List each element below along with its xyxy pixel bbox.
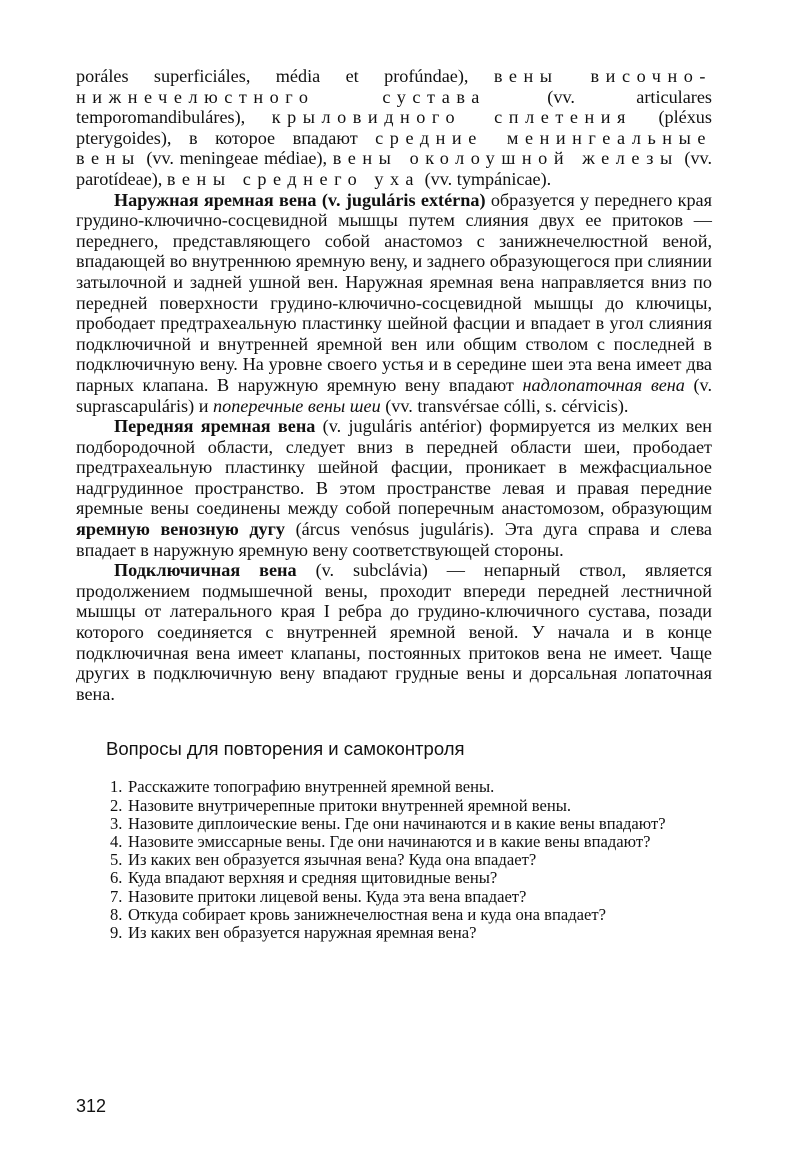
question-item [110,888,712,906]
text-run: (pléxus pterygoides), в которое впадают [76,107,712,148]
section-title: Вопросы для повторения и самоконтроля [106,738,465,760]
question-item [110,815,712,833]
spaced-term: средние менингеальные вены [76,127,712,169]
question-item [110,851,712,869]
question-item [110,778,712,796]
spaced-term: вены височно-нижнечелюстного сустава [76,66,712,107]
text-run: (v. suprascapuláris) и [76,374,713,416]
question-text: Куда впадают верхняя и средняя щитовидные вены? [128,868,498,888]
bold-term: Подключичная вена [114,560,297,581]
paragraph-veins-continuation [76,66,712,190]
bold-term: Передняя яремная вена [114,416,316,437]
question-text: Расскажите топографию внутренней яремной вены. [128,777,495,797]
italic-term: надлопаточная вена [522,374,685,395]
question-text: Назовите диплоические вены. Где они начинаются и в какие вены впадают? [128,813,666,833]
text-run: (vv. tympánicae). [420,168,552,189]
question-text: Из каких вен образуется язычная вена? Куда она впадает? [128,850,537,870]
text-run: (v. subclávia) — непарный ствол, является продолжением подмышечной вены, проходит впереди передней лестничной мышцы от латерального края I ребра до грудино-ключичного сустава, позади которого соединяется с внутренней яремной веной. У начала и в конце подключичная вена имеет клапаны, постоянных притоков вена не имеет. Чаще других в подключичную вену впадают грудные вены и дорсальная лопаточная вена. [76,560,712,704]
questions-list [76,778,712,942]
bold-term: яремную венозную дугу [76,519,285,540]
question-number: 9. [110,923,123,943]
question-text: Из каких вен образуется наружная яремная вена? [128,923,477,943]
question-number: 5. [110,850,123,870]
question-item [110,924,712,942]
question-item [110,906,712,924]
italic-term: поперечные вены шеи [213,395,381,416]
question-number: 3. [110,813,123,833]
paragraph-subclavian-vein [76,560,712,704]
text-run: (árcus venósus juguláris). Эта дуга справа и слева впадает в наружную яремную вену соответствующей стороны. [76,519,713,560]
paragraph-external-jugular-vein [76,190,712,417]
question-number: 1. [110,777,123,797]
paragraph-anterior-jugular-vein [76,416,712,560]
question-item [110,797,712,815]
spaced-term: вены среднего уха [166,168,421,189]
question-text: Откуда собирает кровь занижнечелюстная вена и куда она впадает? [128,904,607,924]
question-number: 6. [110,868,123,888]
question-number: 2. [110,795,123,815]
question-number: 4. [110,832,123,852]
question-text: Назовите эмиссарные вены. Где они начинаются и в какие вены впадают? [128,832,651,852]
question-text: Назовите внутричерепные притоки внутренней яремной вены. [128,795,572,815]
page-number: 312 [76,1096,107,1116]
question-number: 8. [110,904,123,924]
spaced-term: вены околоушной железы [332,148,679,169]
page-body [76,66,712,942]
spaced-term: крыловидного сплетения [271,107,632,128]
bold-term: Наружная яремная вена (v. juguláris extérna) [114,189,486,210]
text-run: (vv. parotídeae), [76,148,712,189]
question-number: 7. [110,886,123,906]
text-run: poráles superficiáles, média et profúndae), [76,66,494,86]
text-run: (vv. articulares temporomandibuláres), [76,86,712,128]
text-run: (vv. transvérsae cólli, s. cérvicis). [380,395,629,416]
text-run: (v. juguláris antérior) формируется из мелких вен подбородочной области, следует вниз в передней области шеи, прободает предтрахеальную пластинку шейной фасции, проникает в межфасциальное надгрудинное пространство. В этом пространстве левая и правая передние яремные вены соединены между собой поперечным анастомозом, образующим [76,416,712,519]
text-run: образуется у переднего края грудино-ключично-сосцевидной мышцы путем слияния двух ее притоков — переднего, представляющего собой анастомоз с занижнечелюстной веной, впадающей во внутреннюю яремную вену, и заднего образующегося при слиянии затылочной и задней ушной вен. Наружная яремная вена направляется вниз по передней поверхности грудино-ключично-сосцевидной мышцы до ключицы, прободает предтрахеальную пластинку шейной фасции и впадает в угол слияния подключичной и внутренней яремной вен или общим стволом с последней в подключичную вену. На уровне своего устья и в середине шеи эта вена имеет два парных клапана. В наружную яремную вену впадают [76,189,712,395]
question-text: Назовите притоки лицевой вены. Куда эта вена впадает? [128,886,527,906]
text-run: (vv. meningeae médiae), [140,148,333,169]
question-item [110,833,712,851]
question-item [110,869,712,887]
